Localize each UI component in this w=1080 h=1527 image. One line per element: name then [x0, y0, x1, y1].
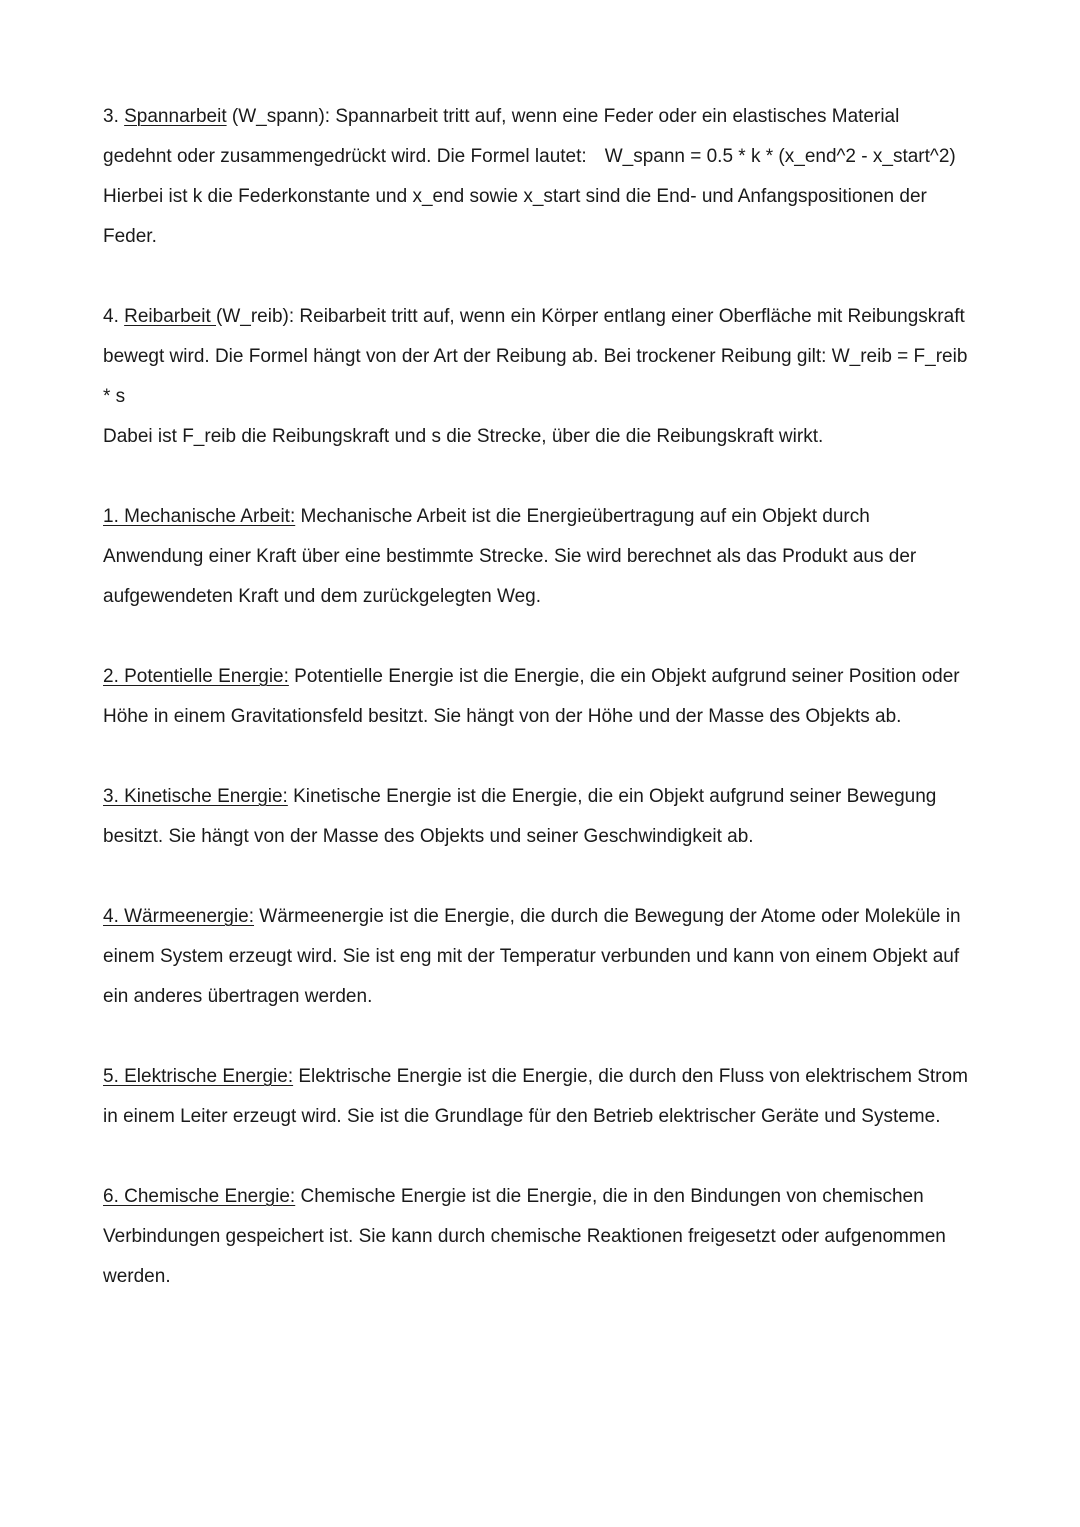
chemische-energie-text: Chemische Energie ist die Energie, die in den Bindungen von chemischen Verbindungen gespeichert ist. Sie kann durch chemische Reaktionen freigesetzt oder aufgenommen werden.	[103, 1186, 946, 1287]
kinetische-energie-paragraph	[103, 777, 973, 857]
elektrische-energie-heading: 5. Elektrische Energie:	[103, 1066, 294, 1087]
elektrische-energie-paragraph	[103, 1057, 973, 1137]
kinetische-energie-text: Kinetische Energie ist die Energie, die ein Objekt aufgrund seiner Bewegung besitzt. Sie hängt von der Masse des Objekts und seiner Geschwindigkeit ab.	[103, 786, 937, 847]
spannarbeit-formula: W_spann = 0.5 * k * (x_end^2 - x_start^2)	[604, 146, 956, 167]
section-mechanische-arbeit	[103, 497, 973, 617]
reibarbeit-paragraph	[103, 297, 973, 417]
spannarbeit-paragraph	[103, 97, 973, 177]
spannarbeit-description: (W_spann): Spannarbeit tritt auf, wenn eine Feder oder ein elastisches Material gedehnt oder zusammengedrückt wird. Die Formel lautet:	[103, 106, 900, 167]
section-kinetische-energie	[103, 777, 973, 857]
mechanische-arbeit-heading: 1. Mechanische Arbeit:	[103, 506, 296, 527]
reibarbeit-description: (W_reib): Reibarbeit tritt auf, wenn ein Körper entlang einer Oberfläche mit Reibungskraft bewegt wird. Die Formel hängt von der Art der Reibung ab. Bei trockener Reibung gilt: W_reib = F_reib * s	[103, 306, 968, 407]
section-elektrische-energie	[103, 1057, 973, 1137]
section-potentielle-energie	[103, 657, 973, 737]
section-spannarbeit	[103, 97, 973, 257]
mechanische-arbeit-paragraph	[103, 497, 973, 617]
waermeenergie-paragraph	[103, 897, 973, 1017]
potentielle-energie-heading: 2. Potentielle Energie:	[103, 666, 289, 687]
section-reibarbeit	[103, 297, 973, 457]
waermeenergie-heading: 4. Wärmeenergie:	[103, 906, 255, 927]
waermeenergie-text: Wärmeenergie ist die Energie, die durch die Bewegung der Atome oder Moleküle in einem System erzeugt wird. Sie ist eng mit der Temperatur verbunden und kann von einem Objekt auf ein anderes übertragen werden.	[103, 906, 961, 1007]
spannarbeit-number: 3.	[103, 106, 125, 127]
elektrische-energie-text: Elektrische Energie ist die Energie, die durch den Fluss von elektrischem Strom in einem Leiter erzeugt wird. Sie ist die Grundlage für den Betrieb elektrischer Geräte und Systeme.	[103, 1066, 968, 1127]
document-page	[103, 97, 973, 1297]
chemische-energie-heading: 6. Chemische Energie:	[103, 1186, 296, 1207]
potentielle-energie-text: Potentielle Energie ist die Energie, die ein Objekt aufgrund seiner Position oder Höhe in einem Gravitationsfeld besitzt. Sie hängt von der Höhe und der Masse des Objekts ab.	[103, 666, 960, 727]
reibarbeit-number: 4.	[103, 306, 125, 327]
mechanische-arbeit-text: Mechanische Arbeit ist die Energieübertragung auf ein Objekt durch Anwendung einer Kraft über eine bestimmte Strecke. Sie wird berechnet als das Produkt aus der aufgewendeten Kraft und dem zurückgelegten Weg.	[103, 506, 917, 607]
reibarbeit-explanation: Dabei ist F_reib die Reibungskraft und s die Strecke, über die die Reibungskraft wirkt.	[103, 426, 824, 447]
potentielle-energie-paragraph	[103, 657, 973, 737]
spannarbeit-term: Spannarbeit	[124, 106, 227, 127]
chemische-energie-paragraph	[103, 1177, 973, 1297]
kinetische-energie-heading: 3. Kinetische Energie:	[103, 786, 288, 807]
section-waermeenergie	[103, 897, 973, 1017]
section-chemische-energie	[103, 1177, 973, 1297]
reibarbeit-term: Reibarbeit	[124, 306, 217, 327]
spannarbeit-explanation: Hierbei ist k die Federkonstante und x_end sowie x_start sind die End- und Anfangspositionen der Feder.	[103, 186, 927, 247]
